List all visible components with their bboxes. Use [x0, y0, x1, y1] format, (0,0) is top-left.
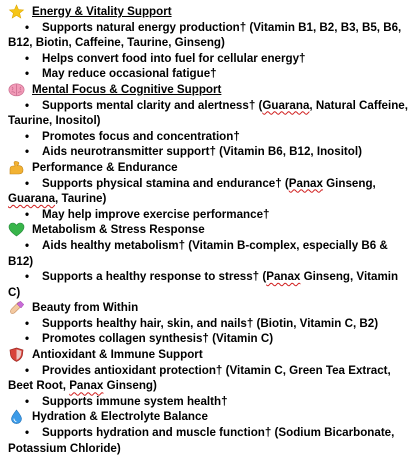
benefit-list — [8, 98, 410, 160]
spellcheck-flagged-word: Panax — [288, 176, 323, 190]
list-item-text: Ginseng, Vitamin C) — [8, 270, 399, 299]
list-item — [8, 20, 410, 51]
section-heading — [8, 4, 410, 20]
benefit-list — [8, 20, 410, 82]
section-heading-text: Metabolism & Stress Response — [32, 223, 205, 237]
list-item-text: Helps convert food into fuel for cellular energy† — [42, 51, 306, 65]
nail-polish-icon — [8, 300, 25, 315]
benefit-list — [8, 425, 410, 456]
list-item-text: Supports natural energy production† (Vitamin B1, B2, B3, B5, B6, B12, Biotin, Caffeine, Taurine, Ginseng) — [8, 20, 402, 50]
bullet: • — [25, 176, 30, 190]
star-icon — [8, 4, 25, 19]
section-heading — [8, 409, 410, 425]
bullet: • — [25, 145, 30, 159]
benefit-list — [8, 363, 410, 410]
bullet: • — [25, 51, 30, 65]
list-item-text: Promotes collagen synthesis† (Vitamin C) — [42, 332, 274, 346]
bullet: • — [25, 363, 30, 377]
spellcheck-flagged-word: Panax — [266, 270, 301, 284]
bullet: • — [25, 129, 30, 143]
section-heading — [8, 160, 410, 176]
list-item-text: May help improve exercise performance† — [42, 207, 270, 221]
list-item-text: Ginseng) — [103, 379, 157, 393]
list-item — [8, 66, 410, 82]
list-item — [8, 363, 410, 394]
benefit-list — [8, 316, 410, 347]
list-item-text: May reduce occasional fatigue† — [42, 67, 217, 81]
section-heading — [8, 347, 410, 363]
list-item — [8, 144, 410, 160]
shield-icon — [8, 347, 25, 362]
list-item — [8, 98, 410, 129]
section-heading-text: Mental Focus & Cognitive Support — [32, 82, 222, 96]
spellcheck-flagged-word: Guarana — [262, 98, 310, 112]
list-item-text: Supports hydration and muscle function† (Sodium Bicarbonate, Potassium Chloride) — [8, 426, 395, 455]
list-item-text: , Natural Caffeine, Taurine, Inositol) — [8, 98, 408, 128]
section-heading-text: Energy & Vitality Support — [32, 5, 172, 18]
brain-icon — [8, 82, 25, 97]
list-item — [8, 331, 410, 347]
bullet: • — [25, 98, 30, 112]
bullet: • — [25, 394, 30, 408]
section-heading — [8, 300, 410, 316]
list-item-text: Supports mental clarity and alertness† ( — [42, 98, 263, 112]
bullet: • — [25, 316, 30, 330]
benefit-list — [8, 238, 410, 300]
bullet: • — [25, 207, 30, 221]
section-heading-text: Beauty from Within — [32, 301, 139, 315]
list-item-text: Supports immune system health† — [42, 394, 228, 408]
bullet: • — [25, 426, 30, 440]
list-item — [8, 176, 410, 207]
list-item — [8, 425, 410, 456]
list-item-text: Supports physical stamina and endurance† ( — [42, 176, 289, 190]
section-heading-text: Performance & Endurance — [32, 160, 178, 174]
bullet: • — [25, 270, 30, 284]
list-item-text: Ginseng, — [322, 176, 376, 190]
section-heading-text: Antioxidant & Immune Support — [32, 348, 203, 362]
list-item-text: , Taurine) — [55, 192, 107, 206]
list-item — [8, 238, 410, 269]
list-item — [8, 129, 410, 145]
section-heading-text: Hydration & Electrolyte Balance — [32, 410, 208, 424]
list-item — [8, 269, 410, 300]
bullet: • — [25, 20, 30, 34]
green-heart-icon — [8, 222, 25, 237]
flexed-bicep-icon — [8, 160, 25, 175]
list-item-text: Supports healthy hair, skin, and nails† (Biotin, Vitamin C, B2) — [42, 316, 379, 330]
spellcheck-flagged-word: Panax — [69, 379, 104, 393]
list-item-text: Supports a healthy response to stress† ( — [42, 270, 267, 284]
list-item — [8, 207, 410, 223]
bullet: • — [25, 332, 30, 346]
list-item-text: Provides antioxidant protection† (Vitamin C, Green Tea Extract, Beet Root, — [8, 363, 391, 393]
benefit-list — [8, 176, 410, 223]
spellcheck-flagged-word: Guarana — [8, 192, 56, 206]
section-heading — [8, 222, 410, 238]
list-item — [8, 51, 410, 67]
list-item-text: Aids neurotransmitter support† (Vitamin B6, B12, Inositol) — [42, 145, 362, 159]
section-heading — [8, 82, 410, 98]
bullet: • — [25, 67, 30, 81]
list-item — [8, 394, 410, 410]
list-item — [8, 316, 410, 332]
list-item-text: Promotes focus and concentration† — [42, 129, 240, 143]
list-item-text: Aids healthy metabolism† (Vitamin B-complex, especially B6 & B12) — [8, 238, 388, 268]
bullet: • — [25, 238, 30, 252]
